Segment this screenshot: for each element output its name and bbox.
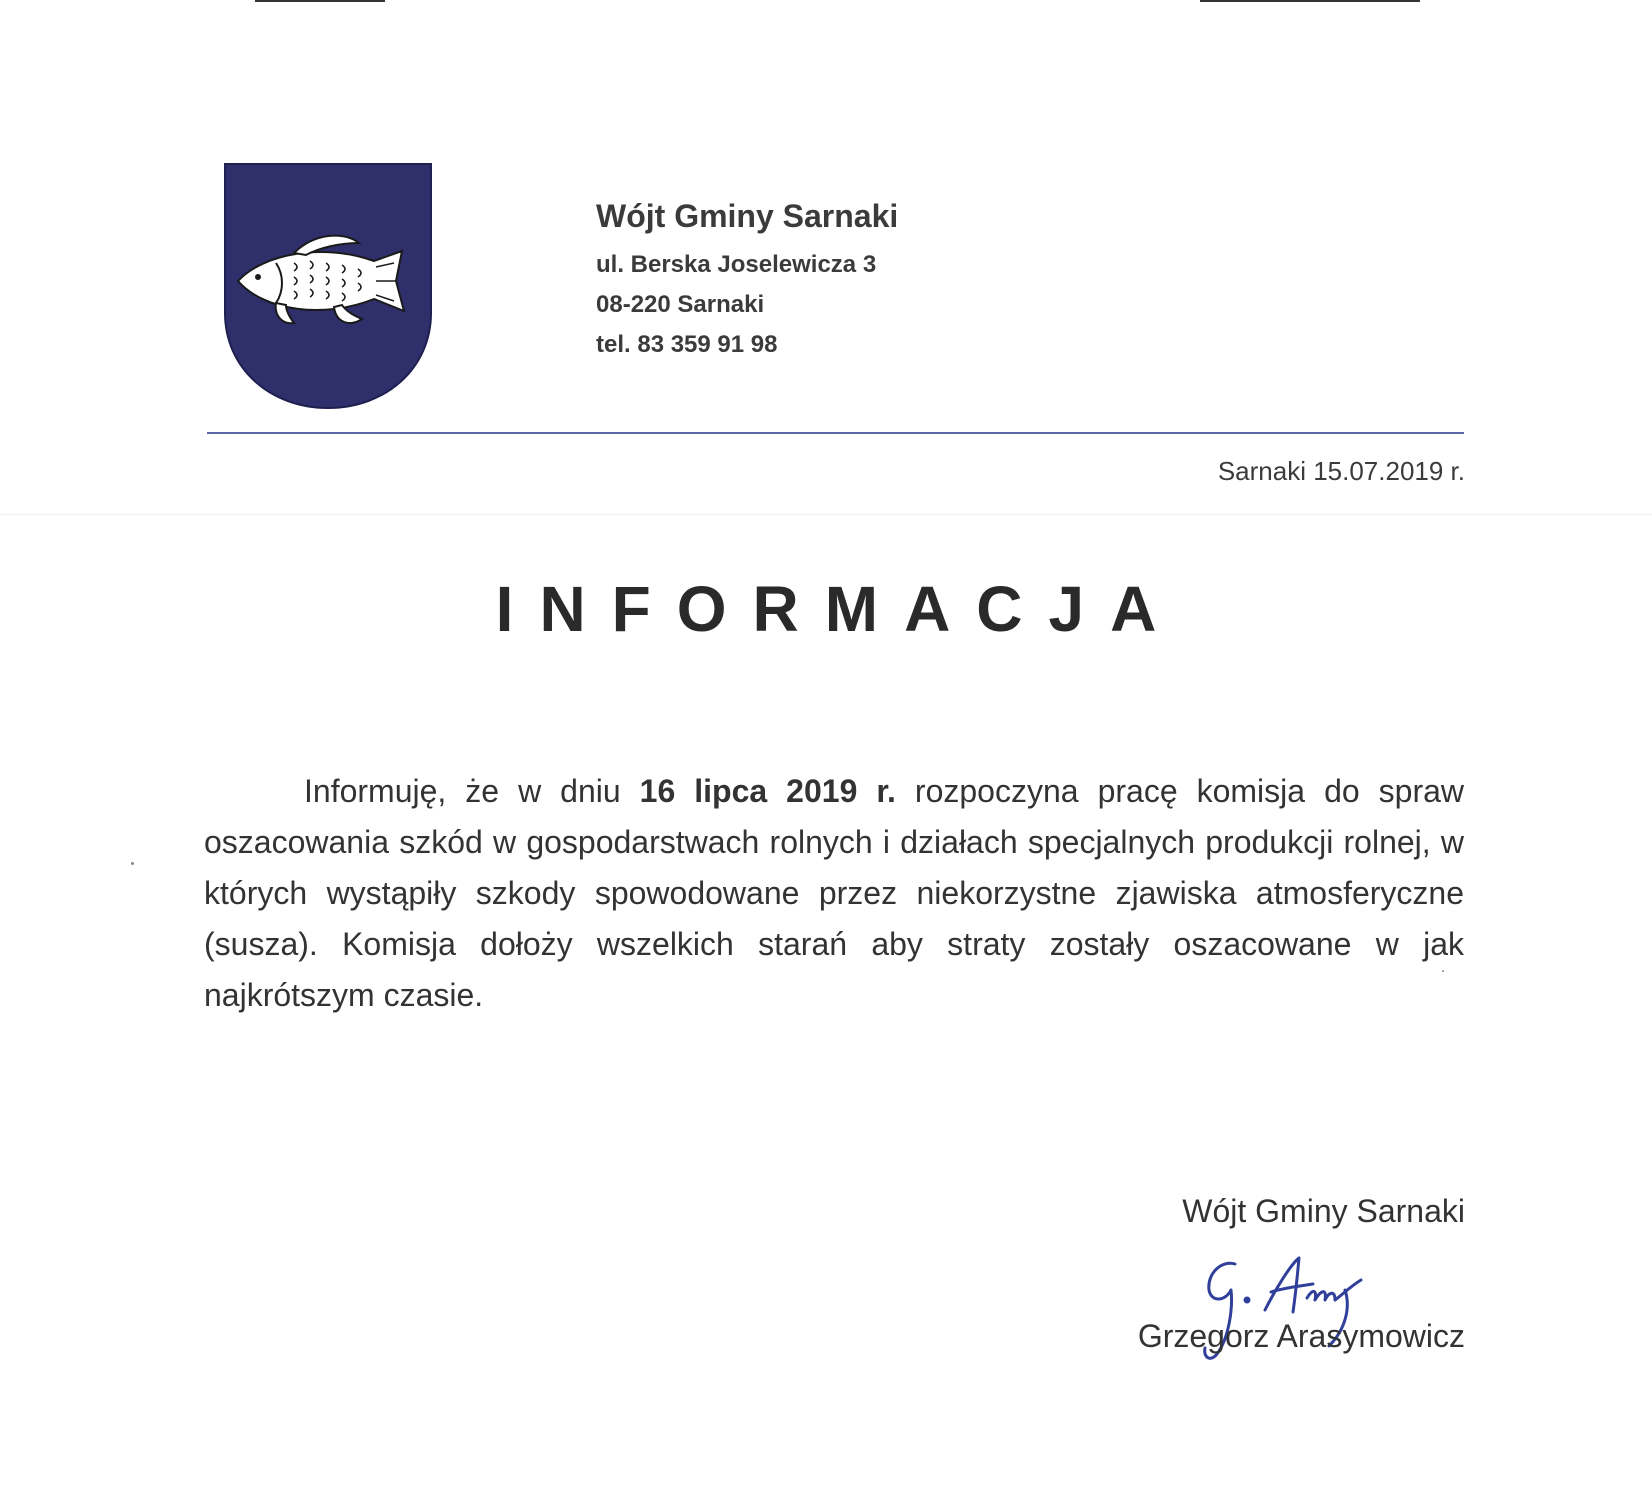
paper-fold-line bbox=[0, 514, 1652, 515]
document-title: INFORMACJA bbox=[495, 573, 1183, 645]
document-date: Sarnaki 15.07.2019 r. bbox=[1217, 456, 1465, 486]
body-text-rest: rozpoczyna pracę komisja do spraw oszacowania szkód w gospodarstwach rolnych i działach specjalnych produkcji rolnej, w których wystąpiły szkody spowodowane przez niekorzystne zjawiska atmosferyczne (susza). Komisja dołoży wszelkich starań aby straty zostały oszacowane w jak najkrótszym czasie. bbox=[204, 773, 1465, 1013]
letterhead-address bbox=[596, 198, 898, 365]
body-text-start: Informuję, że w dniu bbox=[304, 773, 640, 809]
scan-speck bbox=[1442, 970, 1444, 972]
fish-coat-of-arms-icon bbox=[224, 163, 432, 409]
phone-number: tel. 83 359 91 98 bbox=[596, 331, 778, 358]
body-date-emphasis: 16 lipca 2019 r. bbox=[639, 773, 896, 809]
postal-address: 08-220 Sarnaki bbox=[596, 291, 765, 318]
scan-speck bbox=[131, 862, 134, 865]
street-address: ul. Berska Joselewicza 3 bbox=[596, 251, 877, 278]
organization-name: Wójt Gminy Sarnaki bbox=[596, 198, 899, 234]
body-paragraph bbox=[204, 766, 1464, 1021]
header-divider bbox=[207, 432, 1464, 434]
scan-edge-mark bbox=[255, 0, 385, 2]
scan-edge-mark bbox=[1200, 0, 1420, 2]
signatory-name: Grzegorz Arasymowicz bbox=[1137, 1318, 1465, 1354]
signatory-title: Wójt Gminy Sarnaki bbox=[1182, 1193, 1465, 1229]
